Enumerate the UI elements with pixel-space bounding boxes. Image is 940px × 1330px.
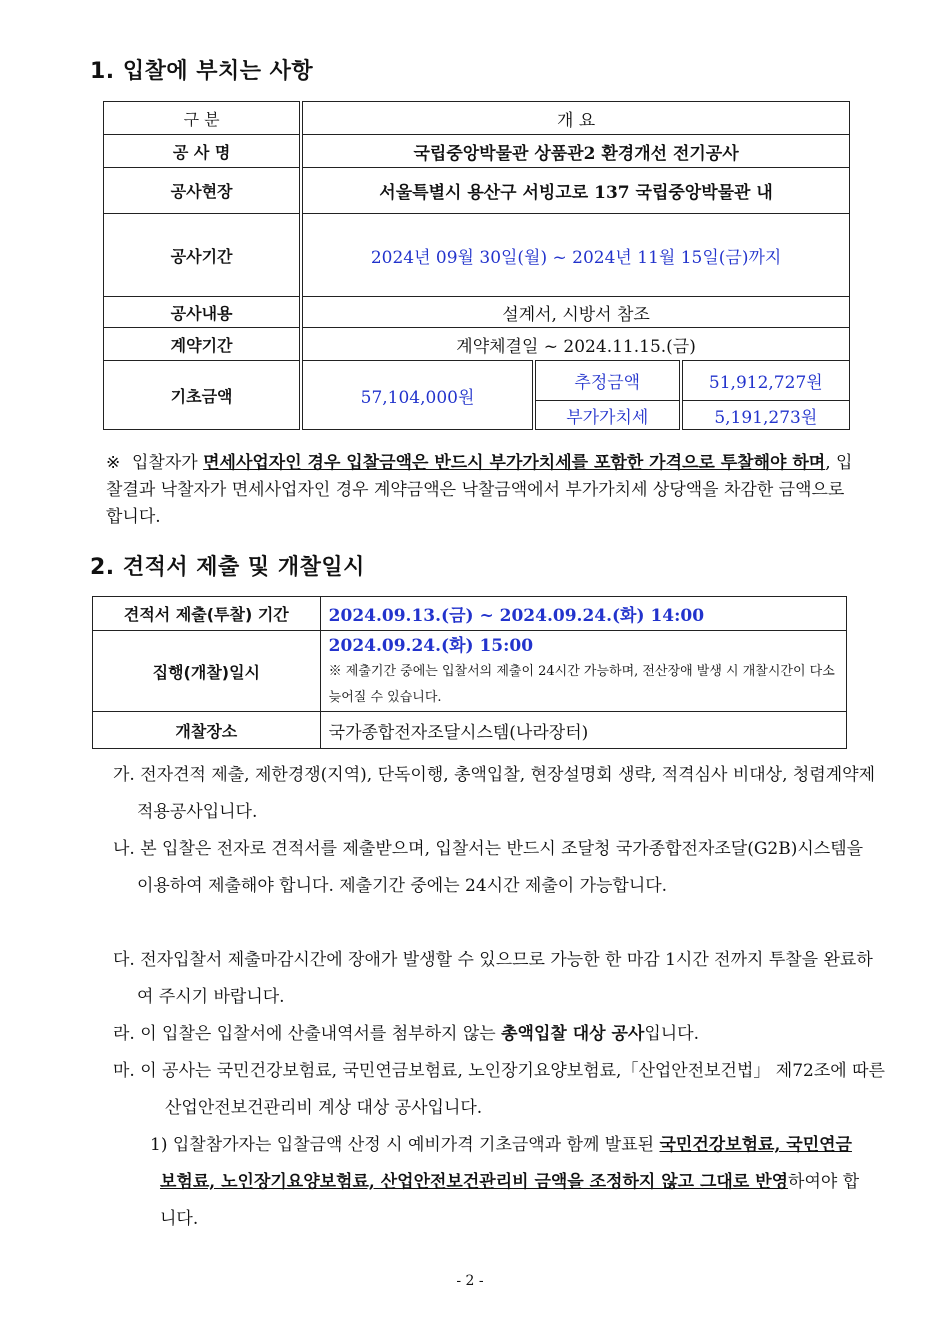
row-label-project-name: 공 사 명 (104, 135, 302, 168)
row-value-content: 설계서, 시방서 참조 (301, 297, 849, 328)
row-label-period: 공사기간 (104, 214, 302, 297)
item-ma: 마. 이 공사는 국민건강보험료, 국민연금보험료, 노인장기요양보험료,「산업안전보건법」 제72조에 따른 산업안전보건관리비 계상 대상 공사입니다. (113, 1061, 885, 1118)
vat-value: 5,191,273원 (681, 401, 850, 430)
open-place-label: 개찰장소 (93, 712, 321, 749)
row-value-contract: 계약체결일 ~ 2024.11.15.(금) (301, 328, 849, 361)
header-overview: 개 요 (301, 102, 849, 135)
vat-note: ※ 입찰자가 면세사업자인 경우 입찰금액은 반드시 부가가치세를 포함한 가격으로 투찰해야 하며, 입찰결과 낙찰자가 면세사업자인 경우 계약금액은 낙찰금액에서 부가가치세 상당액을 차감한 금액으로 합니다. (106, 453, 853, 527)
estimate-value: 51,912,727원 (681, 361, 850, 401)
submit-period-label: 견적서 제출(투찰) 기간 (93, 597, 321, 631)
item-na: 나. 본 입찰은 전자로 견적서를 제출받으며, 입찰서는 반드시 조달청 국가종합전자조달(G2B)시스템을 이용하여 제출해야 합니다. 제출기간 중에는 24시간 제출이 가능합니다. (113, 839, 864, 896)
item-ma-1: 1) 입찰참가자는 입찰금액 산정 시 예비가격 기초금액과 함께 발표된 국민건강보험료, 국민연금보험료, 노인장기요양보험료, 산업안전보건관리비 금액을 조정하지 않고 그대로 반영하여야 합니다. (150, 1135, 860, 1229)
row-label-content: 공사내용 (104, 297, 302, 328)
open-date-label: 집행(개찰)일시 (93, 631, 321, 712)
open-date-cell (320, 631, 846, 712)
submit-period-value: 2024.09.13.(금) ~ 2024.09.24.(화) 14:00 (320, 597, 846, 631)
page-number: - 2 - (456, 1273, 484, 1289)
schedule-table (92, 596, 847, 749)
open-date-value: 2024.09.24.(화) 15:00 (328, 636, 534, 656)
section1-title: 1. 입찰에 부치는 사항 (90, 59, 314, 84)
open-place-value: 국가종합전자조달시스템(나라장터) (320, 712, 846, 749)
row-label-base-amount: 기초금액 (104, 361, 302, 430)
row-label-site: 공사현장 (104, 168, 302, 214)
row-value-project-name: 국립중앙박물관 상품관2 환경개선 전기공사 (301, 135, 849, 168)
estimate-label: 추정금액 (534, 361, 681, 401)
open-date-note: ※ 제출기간 중에는 입찰서의 제출이 24시간 가능하며, 전산장애 발생 시 개찰시간이 다소 늦어질 수 있습니다. (328, 664, 835, 705)
header-category: 구 분 (104, 102, 302, 135)
section2-title: 2. 견적서 제출 및 개찰일시 (90, 555, 365, 580)
row-label-contract: 계약기간 (104, 328, 302, 361)
item-ra: 라. 이 입찰은 입찰서에 산출내역서를 첨부하지 않는 총액입찰 대상 공사입니다. (113, 1024, 699, 1044)
bid-info-table (103, 101, 850, 430)
item-da: 다. 전자입찰서 제출마감시간에 장애가 발생할 수 있으므로 가능한 한 마감 1시간 전까지 투찰을 완료하여 주시기 바랍니다. (113, 950, 873, 1007)
item-ga: 가. 전자견적 제출, 제한경쟁(지역), 단독이행, 총액입찰, 현장설명회 생략, 적격심사 비대상, 청렴계약제 적용공사입니다. (113, 765, 876, 822)
row-value-site: 서울특별시 용산구 서빙고로 137 국립중앙박물관 내 (301, 168, 849, 214)
row-value-period: 2024년 09월 30일(월) ~ 2024년 11월 15일(금)까지 (301, 214, 849, 297)
vat-label: 부가가치세 (534, 401, 681, 430)
base-amount-total: 57,104,000원 (301, 361, 534, 430)
